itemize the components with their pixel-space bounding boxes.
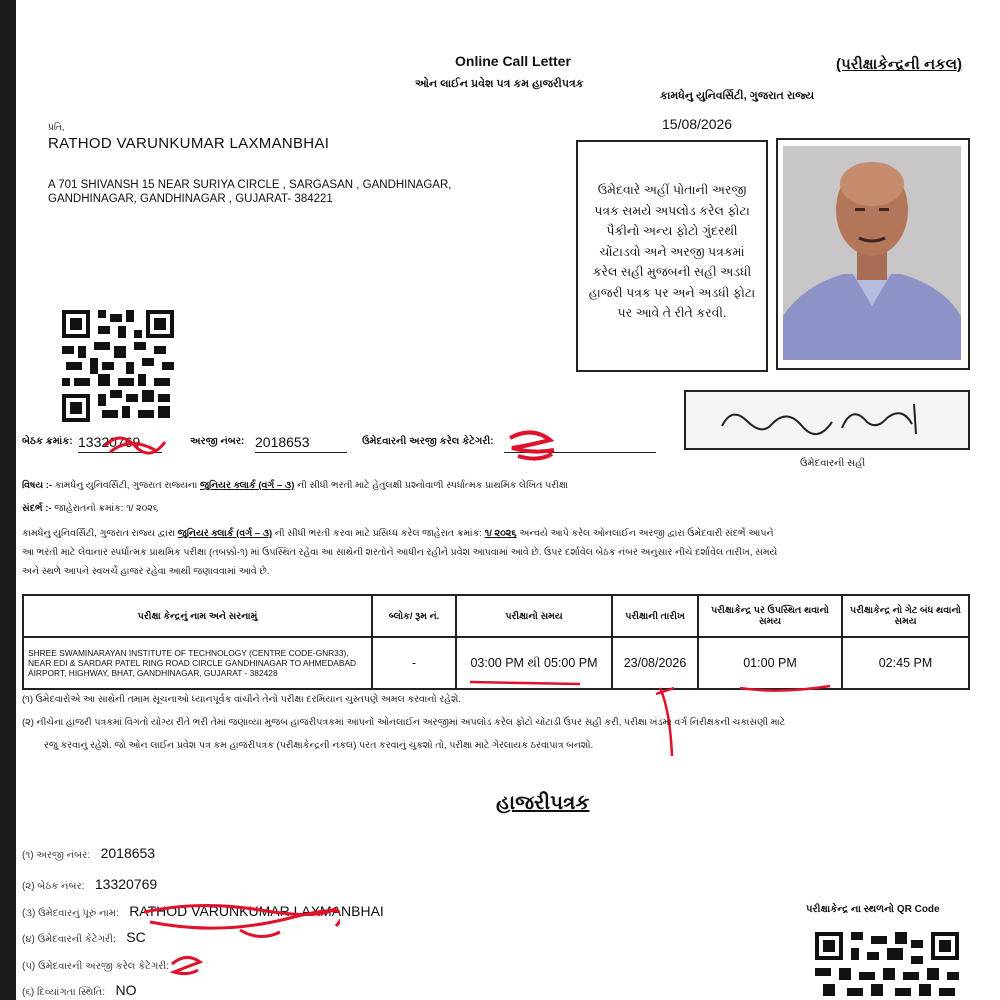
candidate-name: RATHOD VARUNKUMAR LAXMANBHAI <box>48 135 330 152</box>
exam-time-cell: 03:00 PM થી 05:00 PM <box>456 637 612 689</box>
photo-note-line: હાજરી પત્રક પર અને અડધી ફોટા <box>588 285 756 300</box>
page-edge <box>0 0 16 1000</box>
attendance-value: 2018653 <box>100 845 156 861</box>
table-header: બ્લોક/ રૂમ નં. <box>372 595 456 637</box>
reference-line <box>22 499 158 518</box>
body-line-3: અને સ્થળે આપને સ્વખર્ચે હાજર રહેવા આથી જણાવવામાં આવે છે. <box>22 566 270 577</box>
scribble-mark <box>140 896 340 942</box>
table-header: પરીક્ષા કેન્દ્રનું નામ અને સરનામું <box>23 595 372 637</box>
exam-date-cell: 23/08/2026 <box>612 637 698 689</box>
table-header: પરીક્ષાની તારીખ <box>612 595 698 637</box>
body-adv-no: ૧/ ૨૦૨૬ <box>484 528 517 539</box>
photo-note-line: પત્રક સમયે અપલોડ કરેલ ફોટા <box>594 203 750 218</box>
call-letter-title: Online Call Letter <box>455 53 571 69</box>
applied-category-label: ઉમેદવારની અરજી કરેલ કેટેગરી: <box>362 436 494 447</box>
scribble-mark <box>168 950 204 978</box>
table-header: પરીક્ષાનો સમય <box>456 595 612 637</box>
attendance-value: SC <box>126 929 146 945</box>
note-1: (૧) ઉમેદવારોએ આ સાથેની તમામ સૂચનાઓ ધ્યાનપૂર્વક વાંચીને તેનો પરીક્ષા દરમિયાન ચુસ્તપણે અમલ કરવાનો રહેશે. <box>22 694 462 705</box>
attendance-heading: હાજરીપત્રક <box>496 792 590 814</box>
block-cell: - <box>372 637 456 689</box>
application-number-label: અરજી નંબર: <box>190 436 245 447</box>
call-letter-subtitle: ઓન લાઈન પ્રવેશ પત્ર કમ હાજરીપત્રક <box>415 78 584 90</box>
subject-text-b: ની સીધી ભરતી માટે હેતુલક્ષી પ્રશ્નોવાળી સ્પર્ધાત્મક પ્રાથમિક લેખિત પરીક્ષા <box>294 480 569 491</box>
university-name: કામધેનુ યુનિવર્સિટી, ગુજરાત રાજ્ય <box>660 90 815 102</box>
prati-label: પ્રતિ, <box>48 122 65 132</box>
seat-number-label: બેઠક ક્રમાંક: <box>22 436 73 447</box>
body-paragraph <box>22 524 977 581</box>
copy-label: (પરીક્ષાકેન્દ્રની નકલ) <box>836 56 963 73</box>
scribble-mark <box>100 428 170 458</box>
attendance-label: (૪) ઉમેદવારની કેટેગરી: <box>22 934 116 945</box>
gate-close-cell: 02:45 PM <box>842 637 969 689</box>
table-header: પરીક્ષાકેન્દ્ર નો ગેટ બંધ થવાનો સમય <box>842 595 969 637</box>
exam-centre-cell: SHREE SWAMINARAYAN INSTITUTE OF TECHNOLOGY (CENTRE CODE-GNR33), NEAR EDI & SARDAR PATEL RING ROAD CIRCLE GANDHINAGAR TO AHMEDABAD AIRPORT, HIGHWAY, BHAT, GANDHINAGAR, GUJARAT - 382428 <box>23 637 372 689</box>
attendance-item <box>22 982 137 1000</box>
table-header-row <box>23 595 969 637</box>
qr-caption: પરીક્ષાકેન્દ્ર ના સ્થળનો QR Code <box>806 904 940 915</box>
body-text: ની સીધી ભરતી કરવા માટે પ્રસિધ્ધ કરેલ જાહેરાત ક્રમાંક: <box>272 528 485 539</box>
body-post: જુનિયર ક્લાર્ક (વર્ગ – ૩) <box>177 528 273 539</box>
note-2a: (૨) નીચેના હાજરી પત્રકમાં વિગતો યોગ્ય રીતે ભરી તેમાં જણાવ્યા મુજબ હાજરીપત્રકમાં આપનો ઓનલાઈન અરજીમાં અપલોડ કરેલ ફોટો ચોંટાડી ઉપર સહી કરી, પરીક્ષા ખંડમાં વર્ગ નિરીક્ષકની ચકાસણી માટે <box>22 717 786 728</box>
signature-box <box>684 390 970 450</box>
reference-label: સંદર્ભ :- <box>22 503 52 514</box>
notes-block <box>22 690 977 755</box>
letter-date: 15/08/2026 <box>662 116 733 132</box>
attendance-value: NO <box>115 982 137 998</box>
subject-text-a: કામધેનુ યુનિવર્સિટી, ગુજરાત રાજ્યના <box>54 480 200 491</box>
reference-text: જાહેરાતનો ક્રમાંક: ૧/ ૨૦૨૬ <box>54 503 159 514</box>
candidate-photo <box>783 146 961 360</box>
subject-label: વિષય :- <box>22 480 53 491</box>
body-line-2: આ ભરતી માટે લેવાનાર સ્પર્ધાત્મક પ્રાથમિક પરીક્ષા (તબક્કો-૧) માં ઉપસ્થિત રહેવા આ સાથેની શરતોને આધીન રહીને પ્રવેશ આપવામાં આવે છે. ઉપર દર્શાવેલ બેઠક નંબર અનુસાર નીચે દર્શાવેલ તારીખ, સમયે <box>22 547 778 558</box>
attendance-value: 13320769 <box>94 876 158 892</box>
photo-note-line: પર આવે તે રીતે કરવી. <box>617 306 727 320</box>
application-number-value: 2018653 <box>255 434 310 450</box>
attendance-item <box>22 876 157 894</box>
candidate-photo-frame <box>776 138 970 370</box>
seat-number-value: 13320769 <box>78 434 141 450</box>
body-text: કામધેનુ યુનિવર્સિટી, ગુજરાત રાજ્ય દ્વારા <box>22 528 178 539</box>
table-header: પરીક્ષાકેન્દ્ર પર ઉપસ્થિત થવાનો સમય <box>698 595 842 637</box>
address-line-1: A 701 SHIVANSH 15 NEAR SURIYA CIRCLE , SARGASAN , GANDHINAGAR, <box>48 179 452 191</box>
body-line-1 <box>22 524 977 543</box>
address-line-2: GANDHINAGAR, GANDHINAGAR , GUJARAT- 384221 <box>48 193 333 205</box>
attendance-item <box>22 956 175 974</box>
attendance-label: (૬) દિવ્યાંગતા સ્થિતિ: <box>22 987 106 998</box>
attendance-item <box>22 929 146 947</box>
photo-note-line: કરેલ સહી મુજબની સહી અડધી <box>592 265 752 279</box>
subject-post: જુનિયર ક્લાર્ક (વર્ગ – ૩) <box>199 480 295 491</box>
signature-caption: ઉમેદવારની સહી <box>800 458 866 469</box>
qr-code-icon <box>815 932 959 1000</box>
report-time-cell: 01:00 PM <box>698 637 842 689</box>
attendance-value: RATHOD VARUNKUMAR LAXMANBHAI <box>129 903 384 919</box>
photo-instruction-box <box>576 140 768 372</box>
attendance-label: (૧) અરજી નંબર: <box>22 850 91 861</box>
attendance-label: (૩) ઉમેદવારનું પૂરું નામ: <box>22 908 119 919</box>
scribble-mark <box>504 424 560 464</box>
attendance-label: (૨) બેઠક નંબર: <box>22 881 85 892</box>
qr-code-icon <box>62 310 174 422</box>
photo-note-line: ચોંટાડવો અને અરજી પત્રકમાં <box>599 244 745 259</box>
candidate-signature <box>692 396 962 442</box>
candidate-address <box>48 178 451 206</box>
photo-instruction-text <box>578 180 766 324</box>
subject-line <box>22 476 972 495</box>
note-2b: રજુ કરવાનું રહેશે. જો ઓન લાઈન પ્રવેશ પત્ર કમ હાજરીપત્રક (પરીક્ષાકેન્દ્રની નકલ) પરત કરવાનું ચુકશો તો, પરીક્ષા માટે ગેરલાયક ઠરવાપાત્ર બનશો. <box>44 740 594 751</box>
application-underline <box>255 452 347 453</box>
body-text: અન્વયે આપે કરેલ ઓનલાઈન અરજી દ્વારા ઉમેદવારી સંદર્ભે આપને <box>516 528 774 539</box>
attendance-label: (૫) ઉમેદવારની અરજી કરેલ કેટેગરી: <box>22 961 170 972</box>
photo-note-line: ઉમેદવારે અહીં પોતાની અરજી <box>597 183 747 197</box>
photo-note-line: પૈકીનો અન્ય ફોટો ગુંદરથી <box>606 224 738 238</box>
attendance-item <box>22 845 155 863</box>
